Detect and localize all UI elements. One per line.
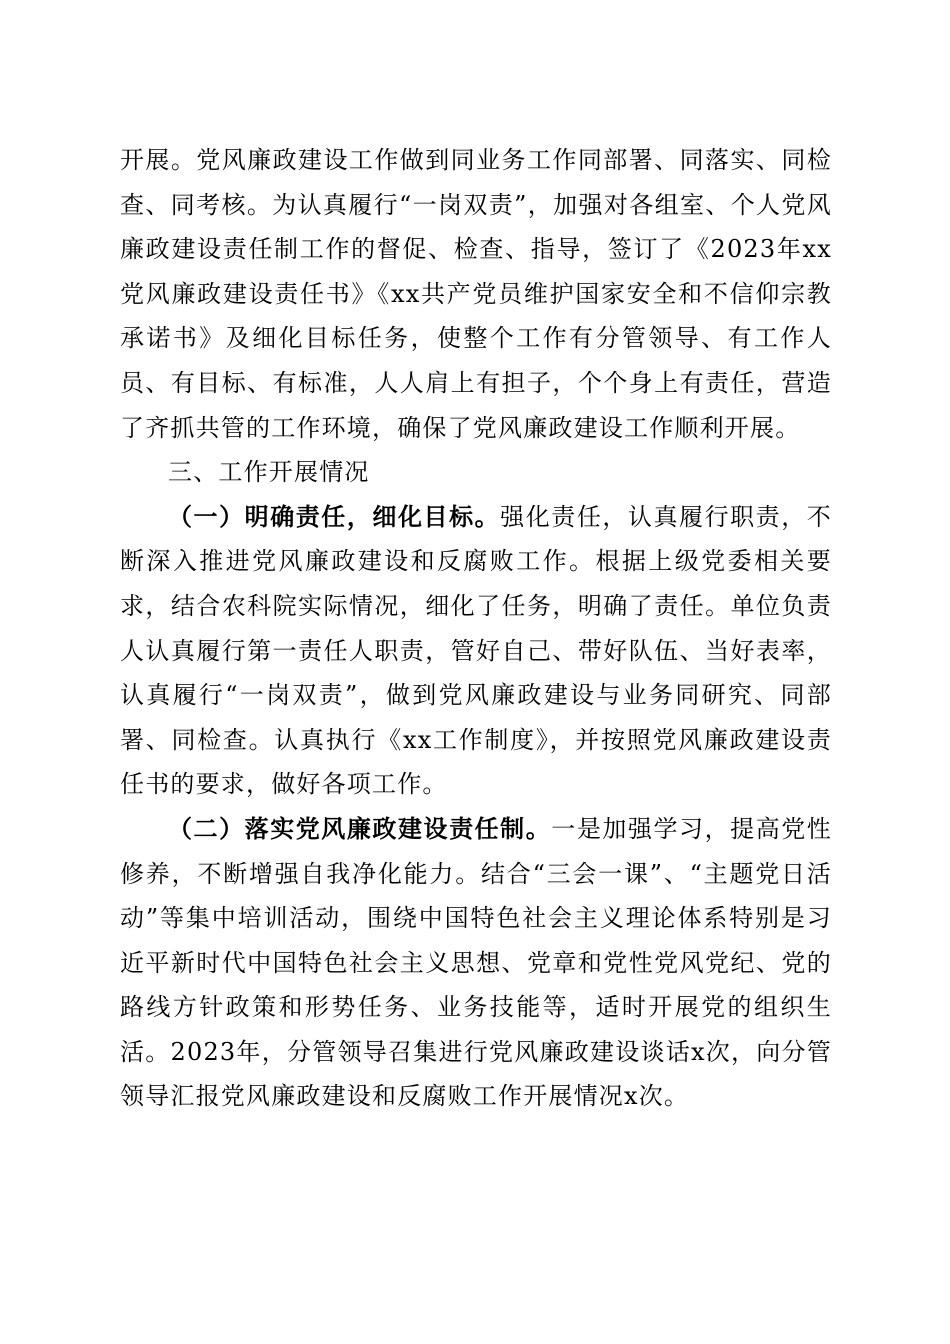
section-heading-work-progress: 三、工作开展情况 — [168, 458, 370, 487]
paragraph-lead-clarify: （一）明确责任，细化目标。 — [168, 502, 501, 531]
paragraph-lead-implement: （二）落实党风廉政建设责任制。 — [168, 814, 552, 843]
paragraph-responsibility: 开展。党风廉政建设工作做到同业务工作同部署、同落实、同检查、同考核。为认真履行“一岗双责”，加强对各组室、个人党风廉政建设责任制工作的督促、检查、指导，签订了《2023年xx党风廉政建设责任书》《xx共产党员维护国家安全和不信仰宗教承诺书》及细化目标任务，使整个工作有分管领导、有工作人员、有目标、有标准，人人肩上有担子，个个身上有责任，营造了齐抓共管的工作环境，确保了党风廉政建设工作顺利开展。 — [120, 146, 832, 442]
paragraph-clarify-responsibility — [120, 495, 832, 807]
paragraph-implement-system — [120, 807, 832, 1119]
paragraph-body-clarify: 强化责任，认真履行职责，不断深入推进党风廉政建设和反腐败工作。根据上级党委相关要求，结合农科院实际情况，细化了任务，明确了责任。单位负责人认真履行第一责任人职责，管好自己、带好队伍、当好表率，认真履行“一岗双责”，做到党风廉政建设与业务同研究、同部署、同检查。认真执行《xx工作制度》，并按照党风廉政建设责任书的要求，做好各项工作。 — [120, 502, 832, 799]
paragraph-body-implement: 一是加强学习，提高党性修养，不断增强自我净化能力。结合“三会一课”、“主题党日活动”等集中培训活动，围绕中国特色社会主义理论体系特别是习近平新时代中国特色社会主义思想、党章和党性党风党纪、党的路线方针政策和形势任务、业务技能等，适时开展党的组织生活。2023年，分管领导召集进行党风廉政建设谈话x次，向分管领导汇报党风廉政建设和反腐败工作开展情况x次。 — [120, 814, 832, 1111]
document-page — [120, 138, 832, 1119]
